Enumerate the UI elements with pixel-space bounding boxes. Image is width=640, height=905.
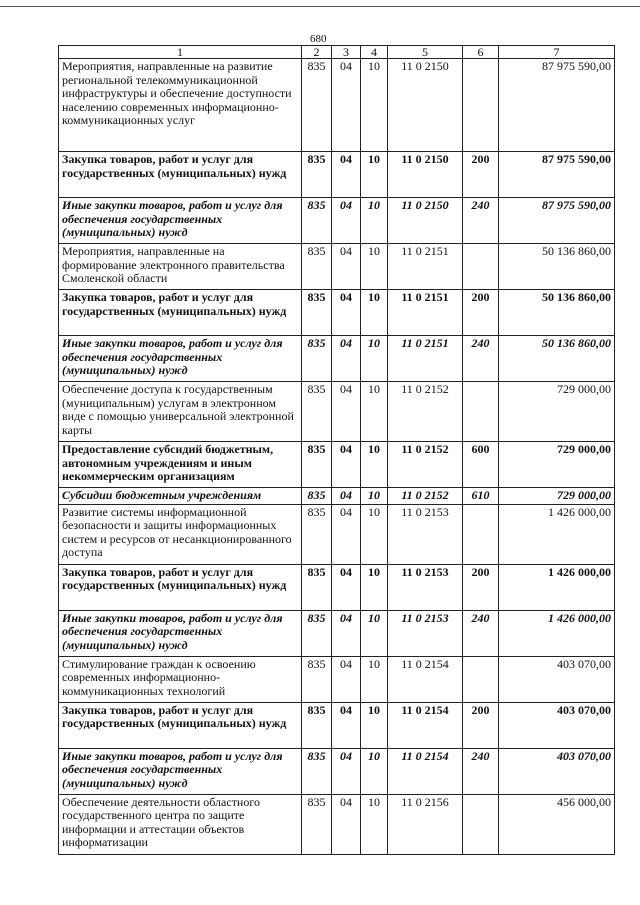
item-code-2: 835 xyxy=(302,702,332,748)
item-code-6 xyxy=(463,244,499,290)
item-code-4: 10 xyxy=(361,198,388,244)
item-amount: 87 975 590,00 xyxy=(499,152,615,198)
item-code-3: 04 xyxy=(332,382,361,442)
item-code-3: 04 xyxy=(332,564,361,610)
item-code-3: 04 xyxy=(332,152,361,198)
item-code-5: 11 0 2152 xyxy=(388,488,463,505)
item-code-2: 835 xyxy=(302,564,332,610)
item-code-5: 11 0 2153 xyxy=(388,564,463,610)
item-amount: 729 000,00 xyxy=(499,382,615,442)
item-code-5: 11 0 2154 xyxy=(388,748,463,794)
item-code-4: 10 xyxy=(361,59,388,152)
item-code-6 xyxy=(463,59,499,152)
item-code-6: 240 xyxy=(463,748,499,794)
item-amount: 87 975 590,00 xyxy=(499,198,615,244)
item-code-3: 04 xyxy=(332,610,361,656)
table-row xyxy=(59,656,615,702)
item-code-6 xyxy=(463,382,499,442)
column-header: 3 xyxy=(332,46,361,59)
column-header: 5 xyxy=(388,46,463,59)
item-code-5: 11 0 2150 xyxy=(388,198,463,244)
item-code-3: 04 xyxy=(332,488,361,505)
item-code-4: 10 xyxy=(361,564,388,610)
item-code-6: 200 xyxy=(463,702,499,748)
item-code-2: 835 xyxy=(302,59,332,152)
item-code-5: 11 0 2151 xyxy=(388,336,463,382)
item-amount: 50 136 860,00 xyxy=(499,290,615,336)
table-row xyxy=(59,198,615,244)
item-amount: 1 426 000,00 xyxy=(499,564,615,610)
item-amount: 1 426 000,00 xyxy=(499,504,615,564)
item-code-5: 11 0 2150 xyxy=(388,59,463,152)
item-code-2: 835 xyxy=(302,152,332,198)
item-code-6 xyxy=(463,794,499,854)
item-code-3: 04 xyxy=(332,336,361,382)
column-header: 4 xyxy=(361,46,388,59)
table-row xyxy=(59,59,615,152)
item-code-5: 11 0 2156 xyxy=(388,794,463,854)
budget-table xyxy=(58,45,615,855)
item-code-2: 835 xyxy=(302,794,332,854)
table-row xyxy=(59,564,615,610)
table-body xyxy=(59,59,615,855)
item-code-3: 04 xyxy=(332,244,361,290)
item-code-4: 10 xyxy=(361,610,388,656)
item-code-6: 200 xyxy=(463,564,499,610)
item-code-6: 240 xyxy=(463,336,499,382)
item-name: Мероприятия, направленные на формирование электронного правительства Смоленской области xyxy=(59,244,302,290)
item-code-2: 835 xyxy=(302,504,332,564)
item-name: Предоставление субсидий бюджетным, автономным учреждениям и иным некоммерческим организациям xyxy=(59,442,302,488)
column-header: 1 xyxy=(59,46,302,59)
top-rule xyxy=(0,6,640,7)
item-code-6: 200 xyxy=(463,152,499,198)
table-row xyxy=(59,290,615,336)
item-code-5: 11 0 2152 xyxy=(388,442,463,488)
item-amount: 1 426 000,00 xyxy=(499,610,615,656)
item-code-3: 04 xyxy=(332,794,361,854)
table-row xyxy=(59,382,615,442)
item-code-3: 04 xyxy=(332,290,361,336)
item-code-6: 610 xyxy=(463,488,499,505)
item-code-3: 04 xyxy=(332,442,361,488)
table-row xyxy=(59,442,615,488)
item-name: Иные закупки товаров, работ и услуг для обеспечения государственных (муниципальных) нужд xyxy=(59,336,302,382)
item-code-6: 600 xyxy=(463,442,499,488)
item-code-2: 835 xyxy=(302,610,332,656)
item-name: Закупка товаров, работ и услуг для государственных (муниципальных) нужд xyxy=(59,564,302,610)
item-code-5: 11 0 2151 xyxy=(388,290,463,336)
item-name: Стимулирование граждан к освоению современных информационно-коммуникационных технологий xyxy=(59,656,302,702)
item-amount: 729 000,00 xyxy=(499,488,615,505)
header-row xyxy=(59,46,615,59)
item-name: Развитие системы информационной безопасности и защиты информационных систем и ресурсов от несанкционированного доступа xyxy=(59,504,302,564)
item-name: Обеспечение доступа к государственным (муниципальным) услугам в электронном виде с помощью универсальной электронной карты xyxy=(59,382,302,442)
item-amount: 50 136 860,00 xyxy=(499,336,615,382)
item-name: Закупка товаров, работ и услуг для государственных (муниципальных) нужд xyxy=(59,702,302,748)
table-row xyxy=(59,488,615,505)
item-code-5: 11 0 2154 xyxy=(388,702,463,748)
table-row xyxy=(59,336,615,382)
item-code-4: 10 xyxy=(361,504,388,564)
item-code-5: 11 0 2153 xyxy=(388,504,463,564)
item-amount: 50 136 860,00 xyxy=(499,244,615,290)
item-code-4: 10 xyxy=(361,748,388,794)
column-header: 2 xyxy=(302,46,332,59)
item-amount: 729 000,00 xyxy=(499,442,615,488)
item-code-4: 10 xyxy=(361,336,388,382)
item-amount: 456 000,00 xyxy=(499,794,615,854)
item-code-5: 11 0 2152 xyxy=(388,382,463,442)
item-name: Иные закупки товаров, работ и услуг для обеспечения государственных (муниципальных) нужд xyxy=(59,748,302,794)
item-code-6: 200 xyxy=(463,290,499,336)
item-code-6 xyxy=(463,504,499,564)
table-row xyxy=(59,748,615,794)
item-code-3: 04 xyxy=(332,748,361,794)
item-code-2: 835 xyxy=(302,488,332,505)
item-code-4: 10 xyxy=(361,794,388,854)
item-code-5: 11 0 2154 xyxy=(388,656,463,702)
item-name: Мероприятия, направленные на развитие региональной телекоммуникационной инфраструктуры и обеспечение доступности населению современных информационно-коммуникационных услуг xyxy=(59,59,302,152)
item-code-5: 11 0 2153 xyxy=(388,610,463,656)
item-code-5: 11 0 2150 xyxy=(388,152,463,198)
table-row xyxy=(59,610,615,656)
item-code-3: 04 xyxy=(332,59,361,152)
table-row xyxy=(59,794,615,854)
item-amount: 87 975 590,00 xyxy=(499,59,615,152)
item-code-4: 10 xyxy=(361,382,388,442)
item-code-2: 835 xyxy=(302,244,332,290)
item-code-2: 835 xyxy=(302,656,332,702)
item-code-4: 10 xyxy=(361,656,388,702)
item-code-2: 835 xyxy=(302,748,332,794)
item-name: Иные закупки товаров, работ и услуг для обеспечения государственных (муниципальных) нужд xyxy=(59,198,302,244)
item-amount: 403 070,00 xyxy=(499,748,615,794)
item-code-3: 04 xyxy=(332,198,361,244)
item-code-3: 04 xyxy=(332,656,361,702)
item-code-6: 240 xyxy=(463,198,499,244)
table-row xyxy=(59,702,615,748)
item-code-4: 10 xyxy=(361,442,388,488)
table-row xyxy=(59,152,615,198)
item-name: Иные закупки товаров, работ и услуг для обеспечения государственных (муниципальных) нужд xyxy=(59,610,302,656)
table-row xyxy=(59,244,615,290)
item-amount: 403 070,00 xyxy=(499,656,615,702)
item-code-4: 10 xyxy=(361,244,388,290)
item-code-3: 04 xyxy=(332,702,361,748)
item-name: Обеспечение деятельности областного государственного центра по защите информации и аттестации объектов информатизации xyxy=(59,794,302,854)
item-code-4: 10 xyxy=(361,702,388,748)
item-code-6: 240 xyxy=(463,610,499,656)
item-amount: 403 070,00 xyxy=(499,702,615,748)
table-row xyxy=(59,504,615,564)
item-code-2: 835 xyxy=(302,336,332,382)
item-code-4: 10 xyxy=(361,290,388,336)
item-code-3: 04 xyxy=(332,504,361,564)
item-name: Субсидии бюджетным учреждениям xyxy=(59,488,302,505)
item-code-4: 10 xyxy=(361,152,388,198)
item-name: Закупка товаров, работ и услуг для государственных (муниципальных) нужд xyxy=(59,152,302,198)
item-code-2: 835 xyxy=(302,382,332,442)
column-header: 7 xyxy=(499,46,615,59)
item-code-5: 11 0 2151 xyxy=(388,244,463,290)
item-code-2: 835 xyxy=(302,442,332,488)
item-code-6 xyxy=(463,656,499,702)
item-name: Закупка товаров, работ и услуг для государственных (муниципальных) нужд xyxy=(59,290,302,336)
item-code-2: 835 xyxy=(302,198,332,244)
item-code-2: 835 xyxy=(302,290,332,336)
item-code-4: 10 xyxy=(361,488,388,505)
column-header: 6 xyxy=(463,46,499,59)
page-number: 680 xyxy=(310,33,327,45)
